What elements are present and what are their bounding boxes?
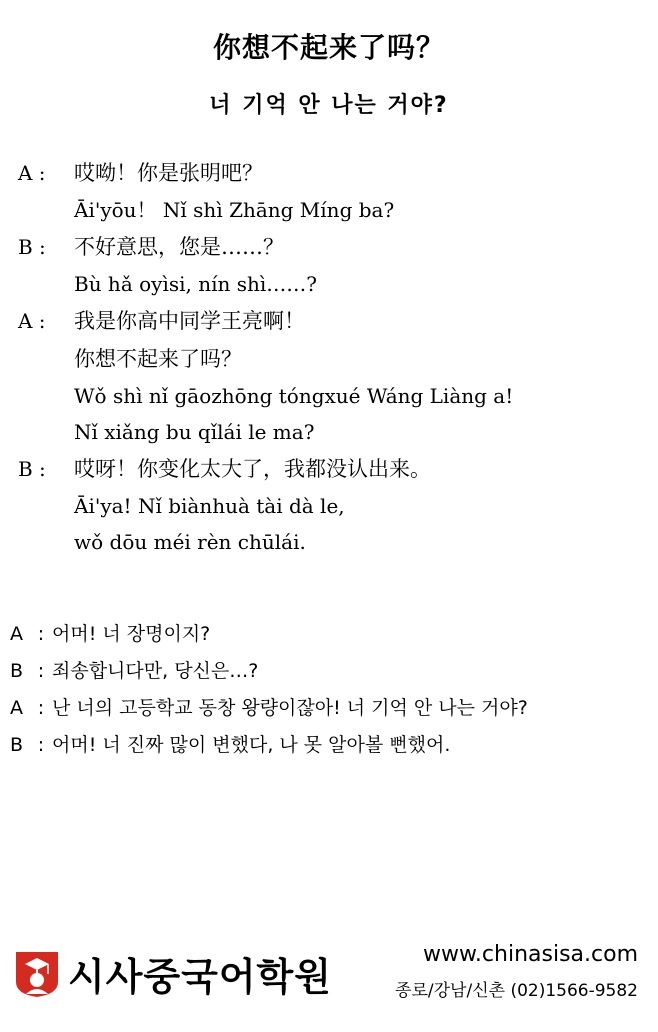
korean-line xyxy=(10,690,650,727)
korean-line xyxy=(10,653,650,690)
website-link[interactable]: www.chinasisa.com xyxy=(422,942,638,967)
pinyin-line: Wǒ shì nǐ gāozhōng tóngxué Wáng Liàng a! xyxy=(74,384,514,408)
chinese-line: 你想不起来了吗？ xyxy=(74,347,242,371)
korean-speaker: B xyxy=(10,734,24,756)
korean-speaker: B xyxy=(10,660,24,682)
pinyin-line: Bù hǎ oyìsi, nín shì……? xyxy=(74,272,317,296)
korean-line xyxy=(10,727,650,764)
pinyin-line: Āi'ya! Nǐ biànhuà tài dà le, xyxy=(74,494,345,518)
speaker-label: A : xyxy=(18,161,46,185)
page-subtitle: 너 기억 안 나는 거야? xyxy=(209,93,449,118)
korean-text: 어머! 너 진짜 많이 변했다, 나 못 알아볼 뻔했어. xyxy=(52,734,451,756)
contact-info: 종로/강남/신촌 (02)1566-9582 xyxy=(395,981,638,1001)
dialogue-turn xyxy=(18,302,648,450)
korean-speaker: A xyxy=(10,697,23,719)
dialogue-turn xyxy=(18,450,648,560)
pinyin-line: Āi'yōu！ Nǐ shì Zhāng Míng ba? xyxy=(74,198,395,222)
korean-line xyxy=(10,616,650,653)
academy-name: 시사중국어학원 xyxy=(68,955,332,999)
academy-logo-icon xyxy=(12,948,62,998)
footer xyxy=(0,940,658,1010)
chinese-dialogue xyxy=(18,154,648,560)
speaker-label: B : xyxy=(18,457,46,481)
korean-colon: : xyxy=(37,697,45,719)
dialogue-turn xyxy=(18,228,648,302)
chinese-line: 我是你高中同学王亮啊！ xyxy=(74,309,305,333)
speaker-label: A : xyxy=(18,309,46,333)
chinese-line: 哎呀！你变化太大了，我都没认出来。 xyxy=(74,457,431,481)
korean-text: 어머! 너 장명이지? xyxy=(52,623,211,645)
pinyin-line: wǒ dōu méi rèn chūlái. xyxy=(74,530,306,554)
korean-speaker: A xyxy=(10,623,23,645)
korean-text: 죄송합니다만, 당신은…? xyxy=(52,660,259,682)
chinese-line: 不好意思，您是……？ xyxy=(74,235,284,259)
korean-text: 난 너의 고등학교 동창 왕량이잖아! 너 기억 안 나는 거야? xyxy=(52,697,528,719)
korean-colon: : xyxy=(37,623,45,645)
dialogue-turn xyxy=(18,154,648,228)
pinyin-line: Nǐ xiǎng bu qǐlái le ma? xyxy=(74,420,315,444)
korean-colon: : xyxy=(37,660,45,682)
page-title: 你想不起来了吗？ xyxy=(212,31,445,64)
chinese-line: 哎呦！你是张明吧？ xyxy=(74,161,263,185)
korean-translation xyxy=(10,616,650,764)
korean-colon: : xyxy=(37,734,45,756)
speaker-label: B : xyxy=(18,235,46,259)
